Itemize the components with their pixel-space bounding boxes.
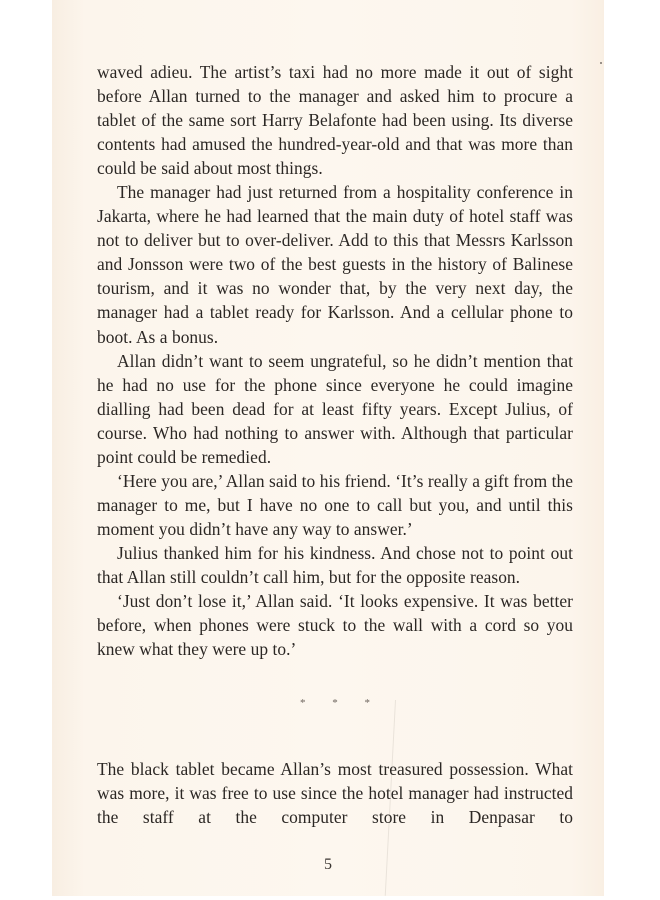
scene-break [97, 661, 573, 757]
body-text [97, 60, 573, 829]
paragraph: waved adieu. The artist’s taxi had no more made it out of sight before Allan turned to the manager and asked him to procure a tablet of the same sort Harry Belafonte had been using. Its diverse contents had amused the hundred-year-old and that was more than could be said about most things. [97, 62, 573, 179]
paragraph: ‘Here you are,’ Allan said to his friend. ‘It’s really a gift from the manager to me, but I have no one to call but you, and until this moment you didn’t have any way to answer.’ [97, 470, 573, 539]
paragraph: ‘Just don’t lose it,’ Allan said. ‘It looks expensive. It was better before, when phones were stuck to the wall with a cord so you knew what they were up to.’ [97, 591, 573, 660]
paragraph: The manager had just returned from a hospitality conference in Jakarta, where he had learned that the main duty of hotel staff was not to deliver but to over-deliver. Add to this that Messrs Karlsson and Jonsson were two of the best guests in the history of Balinese tourism, and it was no wonder that, by the very next day, the manager had a tablet ready for Karlsson. And a cellular phone to boot. As a bonus. [97, 182, 573, 347]
paragraph: The black tablet became Allan’s most treasured possession. What was more, it was free to use since the hotel manager had instructed the staff at the computer store in Denpasar to [97, 759, 573, 828]
paragraph: Allan didn’t want to seem ungrateful, so he didn’t mention that he had no use for the phone since everyone he could imagine dialling had been dead for at least fifty years. Except Julius, of course. Who had nothing to answer with. Although that particular point could be remedied. [97, 350, 573, 467]
scene-break-asterisks: * * * [300, 697, 382, 710]
page-number: 5 [324, 856, 332, 873]
book-page [52, 0, 604, 896]
paragraph: Julius thanked him for his kindness. And chose not to point out that Allan still couldn’t call him, but for the opposite reason. [97, 542, 573, 587]
speck [600, 62, 602, 64]
